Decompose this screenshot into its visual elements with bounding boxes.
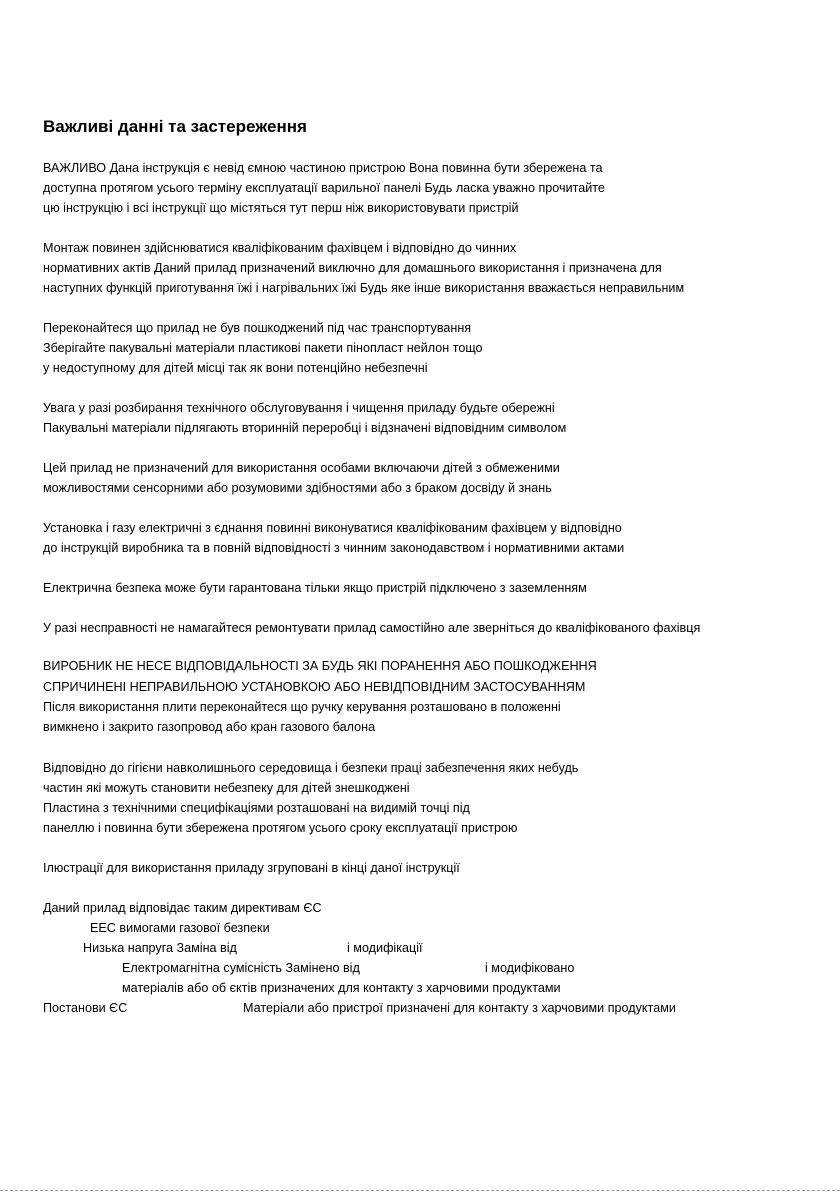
text-line: СПРИЧИНЕНІ НЕПРАВИЛЬНОЮ УСТАНОВКОЮ АБО НЕВІДПОВІДНИМ ЗАСТОСУВАННЯМ	[43, 680, 586, 694]
text-line: ЕЕС вимогами газової безпеки	[90, 921, 270, 935]
text-line: панеллю і повинна бути збережена протягом усього сроку експлуатації пристрою	[43, 821, 518, 835]
text-line: до інструкцій виробника та в повній відповідності з чинним законодавством і нормативними актами	[43, 541, 625, 555]
text-line: У разі несправності не намагайтеся ремонтувати прилад самостійно але зверніться до кваліфікованого фахівця	[43, 621, 701, 635]
page-bottom-divider	[0, 1190, 840, 1191]
text-line: матеріалів або об єктів призначених для контакту з харчовими продуктами	[122, 981, 561, 995]
text-line: Низька напруга Заміна від	[83, 941, 237, 955]
text-line: Пакувальні матеріали підлягають вторинній переробці і відзначені відповідним символом	[43, 421, 567, 435]
text-line: Зберігайте пакувальні матеріали пластикові пакети пінопласт нейлон тощо	[43, 341, 483, 355]
text-line: частин які можуть становити небезпеку для дітей знешкоджені	[43, 781, 410, 795]
text-line: у недоступному для дітей місці так як вони потенційно небезпечні	[43, 361, 428, 375]
text-line: Відповідно до гігієни навколишнього середовища і безпеки праці забезпечення яких небудь	[43, 761, 579, 775]
text-line: Монтаж повинен здійснюватися кваліфікованим фахівцем і відповідно до чинних	[43, 241, 517, 255]
text-line: Цей прилад не призначений для використання особами включаючи дітей з обмеженими	[43, 461, 560, 475]
text-line: Після використання плити переконайтеся що ручку керування розташовано в положенні	[43, 700, 561, 714]
text-line: Увага у разі розбирання технічного обслуговування і чищення приладу будьте обережні	[43, 401, 555, 415]
text-line: Електромагнітна сумісність Замінено від	[122, 961, 360, 975]
document-title: Важливі данні та застереження	[43, 117, 307, 136]
text-line: Даний прилад відповідає таким директивам ЄС	[43, 901, 322, 915]
text-line: і модифіковано	[485, 961, 575, 975]
text-line: ВАЖЛИВО Дана інструкція є невід ємною частиною пристрою Вона повинна бути збережена та	[43, 161, 603, 175]
text-line: Ілюстрації для використання приладу згруповані в кінці даної інструкції	[43, 861, 460, 875]
text-line: Пластина з технічними специфікаціями розташовані на видимій точці під	[43, 801, 470, 815]
text-line: Матеріали або пристрої призначені для контакту з харчовими продуктами	[243, 1001, 676, 1015]
text-line: Установка і газу електричні з єднання повинні виконуватися кваліфікованим фахівцем у відповідно	[43, 521, 622, 535]
text-line: наступних функцій приготування їжі і нагрівальних їжі Будь яке інше використання вважається неправильним	[43, 281, 685, 295]
text-line: і модифікації	[347, 941, 423, 955]
text-line: Електрична безпека може бути гарантована тільки якщо пристрій підключено з заземленням	[43, 581, 587, 595]
text-line: Переконайтеся що прилад не був пошкоджений під час транспортування	[43, 321, 472, 335]
text-line: нормативних актів Даний прилад призначений виключно для домашнього використання і призначена для	[43, 261, 662, 275]
text-line: вимкнено і закрито газопровод або кран газового балона	[43, 720, 376, 734]
text-line: Постанови ЄС	[43, 1001, 128, 1015]
text-line: цю інструкцію і всі інструкції що містяться тут перш ніж використовувати пристрій	[43, 201, 519, 215]
text-line: доступна протягом усього терміну експлуатації варильної панелі Будь ласка уважно прочитайте	[43, 181, 605, 195]
text-line: ВИРОБНИК НЕ НЕСЕ ВІДПОВІДАЛЬНОСТІ ЗА БУДЬ ЯКІ ПОРАНЕННЯ АБО ПОШКОДЖЕННЯ	[43, 659, 597, 673]
text-line: можливостями сенсорними або розумовими здібностями або з браком досвіду й знань	[43, 481, 552, 495]
